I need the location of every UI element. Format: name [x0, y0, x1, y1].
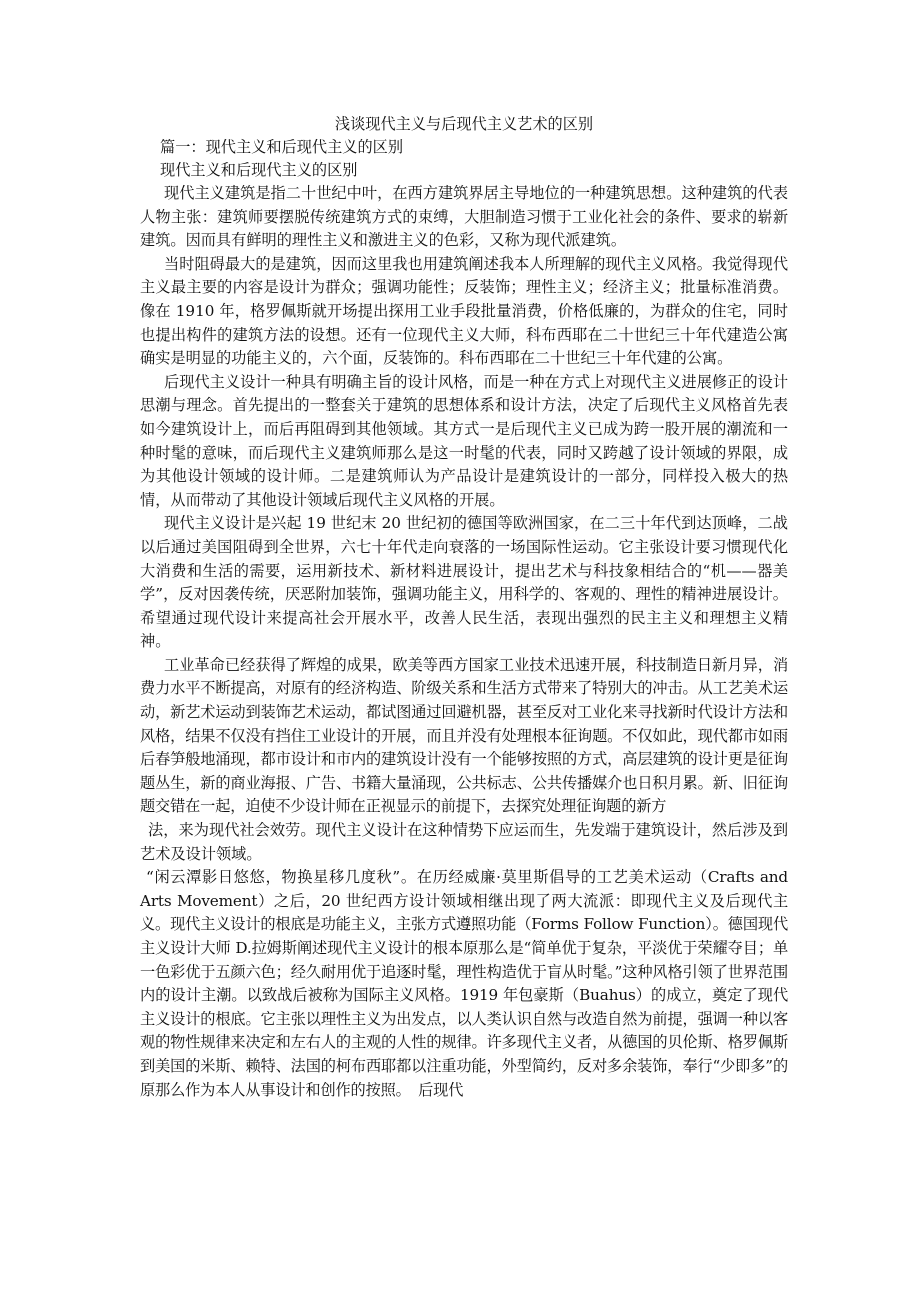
paragraph: 工业革命已经获得了辉煌的成果，欧美等西方国家工业技术迅速开展，科技制造日新月异，消费力水平不断提高，对原有的经济构造、阶级关系和生活方式带来了特别大的冲击。从工艺美术运动，新艺术运动到装饰艺术运动，都试图通过回避机器，甚至反对工业化来寻找新时代设计方法和风格，结果不仅没有挡住工业设计的开展，而且并没有处理根本征询题。不仅如此，现代都市如雨后春笋般地涌现，都市设计和市内的建筑设计没有一个能够按照的方式，高层建筑的设计更是征询题丛生，新的商业海报、广告、书籍大量涌现，公共标志、公共传播媒介也日积月累。新、旧征询题交错在一起，迫使不少设计师在正视显示的前提下，去探究处理征询题的新方: [140, 655, 788, 816]
paragraph: 现代主义设计是兴起 19 世纪末 20 世纪初的德国等欧洲国家，在二三十年代到达顶峰，二战以后通过美国阻碍到全世界，六七十年代走向衰落的一场国际性运动。它主张设计要习惯现代化大消费和生活的需要，运用新技术、新材料进展设计，提出艺术与科技象相结合的“机——器美学”，反对因袭传统，厌恶附加装饰，强调功能主义，用科学的、客观的、理性的精神进展设计。希望通过现代设计来提高社会开展水平，改善人民生活，表现出强烈的民主主义和理想主义精神。: [140, 514, 788, 651]
paragraph: 当时阻碍最大的是建筑，因而这里我也用建筑阐述我本人所理解的现代主义风格。我觉得现代主义最主要的内容是设计为群众；强调功能性；反装饰；理性主义；经济主义；批量标准消费。像在 1910 年，格罗佩斯就开场提出探用工业手段批量消费，价格低廉的，为群众的住宅，同时也提出构件的建筑方法的设想。还有一位现代主义大师，科布西耶在二十世纪三十年代建造公寓确实是明显的功能主义的，六个面，反装饰的。科布西耶在二十世纪三十年代建的公寓。: [140, 254, 788, 368]
section-heading: 篇一：现代主义和后现代主义的区别: [160, 138, 403, 156]
sub-heading: 现代主义和后现代主义的区别: [160, 161, 358, 179]
document-title: 浅谈现代主义与后现代主义艺术的区别: [334, 115, 594, 133]
paragraph-continuation: 法，来为现代社会效劳。现代主义设计在这种情势下应运而生，先发端于建筑设计，然后涉及到艺术及设计领域。: [140, 821, 788, 863]
paragraph: 后现代主义设计一种具有明确主旨的设计风格，而是一种在方式上对现代主义进展修正的设计思潮与理念。首先提出的一整套关于建筑的思想体系和设计方法，决定了后现代主义风格首先表如今建筑设计上，而后再阻碍到其他领域。其方式一是后现代主义已成为跨一股开展的潮流和一种时髦的意味，而后现代主义建筑师那么是这一时髦的代表，同时又跨越了设计领域的界限，成为其他设计领域的设计师。二是建筑师认为产品设计是建筑设计的一部分，同样投入极大的热情，从而带动了其他设计领域后现代主义风格的开展。: [140, 372, 788, 509]
paragraph: “闲云潭影日悠悠，物换星移几度秋”。在历经威廉·莫里斯倡导的工艺美术运动（Crafts and Arts Movement）之后，20 世纪西方设计领域相继出现了两大流派：即现代主义及后现代主义。现代主义设计的根底是功能主义，主张方式遵照功能（Forms Follow Function）。德国现代主义设计大师 D.拉姆斯阐述现代主义设计的根本原那么是“简单优于复杂，平淡优于荣耀夺目；单一色彩优于五颜六色；经久耐用优于追逐时髦，理性构造优于盲从时髦。”这种风格引领了世界范围内的设计主潮。以致战后被称为国际主义风格。1919 年包豪斯（Buahus）的成立，奠定了现代主义设计的根底。它主张以理性主义为出发点，以人类认识自然与改造自然为前提，强调一种以客观的物性规律来决定和左右人的主观的人性的规律。许多现代主义者，从德国的贝伦斯、格罗佩斯到美国的米斯、赖特、法国的柯布西耶都以注重功能，外型简约，反对多余装饰，奉行“少即多”的原那么作为本人从事设计和创作的按照。 后现代: [140, 868, 788, 1099]
paragraph: 现代主义建筑是指二十世纪中叶，在西方建筑界居主导地位的一种建筑思想。这种建筑的代表人物主张：建筑师要摆脱传统建筑方式的束缚，大胆制造习惯于工业化社会的条件、要求的崭新建筑。因而具有鲜明的理性主义和激进主义的色彩，又称为现代派建筑。: [140, 184, 788, 250]
document-page: [140, 112, 788, 1102]
